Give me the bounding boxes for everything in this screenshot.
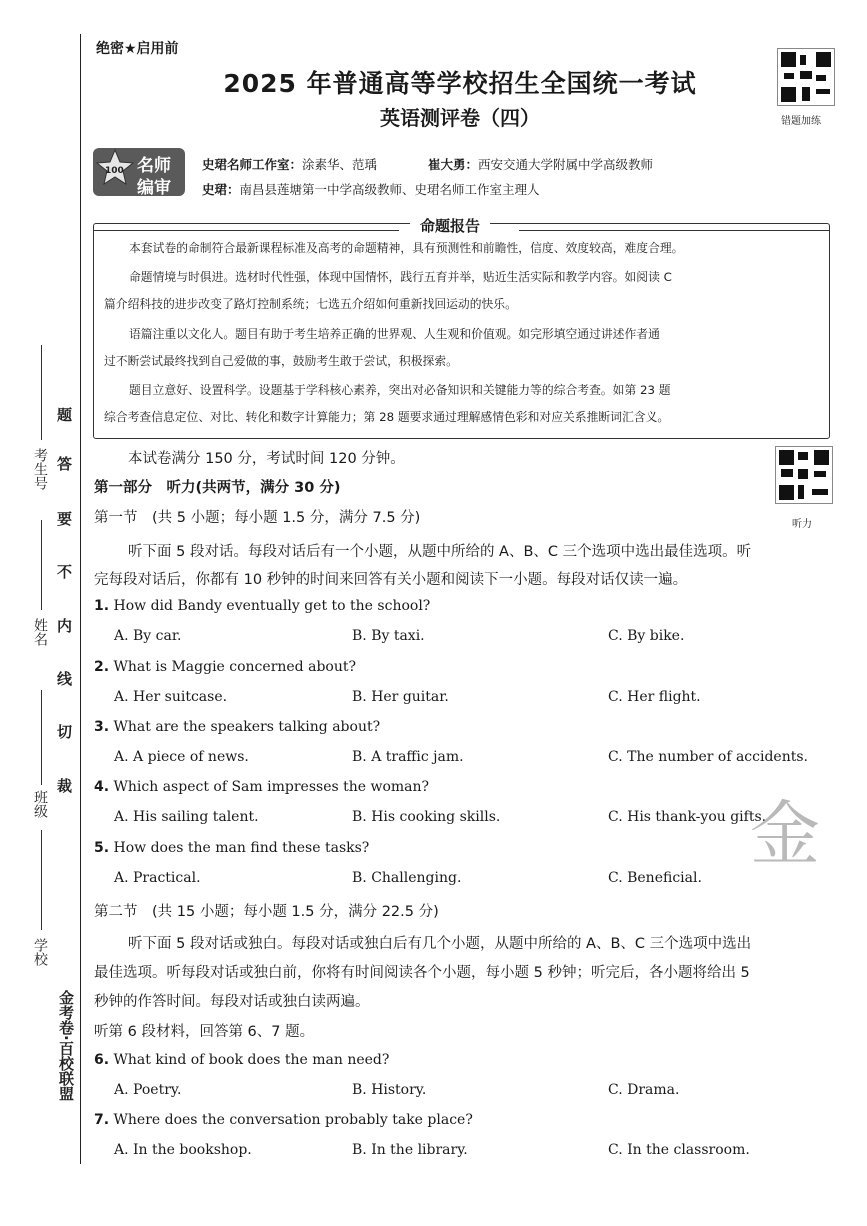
reviewer-label: 史珺： xyxy=(202,182,240,197)
option-a[interactable]: A. Practical. xyxy=(114,870,201,886)
option-b[interactable]: B. By taxi. xyxy=(352,628,425,644)
option-c[interactable]: C. In the classroom. xyxy=(608,1142,750,1158)
option-c[interactable]: C. By bike. xyxy=(608,628,685,644)
brand-label: 金考卷·百校联盟 xyxy=(57,990,75,1101)
option-b[interactable]: B. History. xyxy=(352,1082,427,1098)
report-line: 综合考查信息定位、对比、转化和数字计算能力；第 28 题要求通过理解感情色彩和对应关系推断词汇含义。 xyxy=(104,410,670,424)
option-c[interactable]: C. Her flight. xyxy=(608,689,701,705)
reviewer-value: 西安交通大学附属中学高级教师 xyxy=(478,157,654,172)
binding-line xyxy=(80,34,81,1164)
question-7: 7. Where does the conversation probably take place? xyxy=(94,1112,473,1128)
listening-qr-icon[interactable] xyxy=(775,446,833,504)
section2-instruction: 最佳选项。听每段对话或独白前，你将有时间阅读各个小题，每小题 5 秒钟；听完后，各小题将给出 5 xyxy=(94,965,750,981)
option-a[interactable]: A. A piece of news. xyxy=(114,749,249,765)
report-line: 篇介绍科技的进步改变了路灯控制系统；七选五介绍如何重新找回运动的快乐。 xyxy=(104,297,517,311)
qr-code-icon[interactable] xyxy=(777,48,835,106)
exam-no-label: 考生号 xyxy=(32,448,48,490)
option-b[interactable]: B. Challenging. xyxy=(352,870,462,886)
expert-review-badge xyxy=(93,146,185,198)
class-blank xyxy=(41,690,42,785)
reviewer-row-2 xyxy=(202,180,540,198)
name-label: 姓名 xyxy=(32,618,48,646)
cut-char: 线 xyxy=(57,670,73,688)
option-c[interactable]: C. Drama. xyxy=(608,1082,680,1098)
reviewer-row-1 xyxy=(202,155,377,173)
section1-instruction: 完每段对话后，你都有 10 秒钟的时间来回答有关小题和阅读下一小题。每段对话仅读一遍。 xyxy=(94,572,688,588)
report-line: 语篇注重以文化人。题目有助于考生培养正确的世界观、人生观和价值观。如完形填空通过讲述作者通 xyxy=(129,327,660,341)
school-label: 学校 xyxy=(32,938,48,966)
cut-char: 题 xyxy=(57,406,73,424)
reviewer-label: 崔大勇： xyxy=(428,157,479,172)
question-1: 1. How did Bandy eventually get to the school? xyxy=(94,598,431,614)
option-c[interactable]: C. His thank-you gifts. xyxy=(608,809,767,825)
question-6: 6. What kind of book does the man need? xyxy=(94,1052,390,1068)
secret-label: 绝密★启用前 xyxy=(96,41,179,57)
question-3: 3. What are the speakers talking about? xyxy=(94,719,381,735)
qr-caption: 错题加练 xyxy=(781,116,821,127)
question-2: 2. What is Maggie concerned about? xyxy=(94,659,356,675)
watermark-logo: 金 xyxy=(750,793,820,875)
cut-char: 不 xyxy=(57,563,73,581)
reviewer-value: 涂素华、范瑀 xyxy=(302,157,378,172)
badge-line2: 编审 xyxy=(137,178,171,198)
section2-instruction: 听下面 5 段对话或独白。每段对话或独白后有几个小题，从题中所给的 A、B、C 三个选项中选出 xyxy=(128,936,752,952)
report-title: 命题报告 xyxy=(410,215,490,236)
cut-char: 要 xyxy=(57,510,73,528)
reviewer-value: 南昌县莲塘第一中学高级教师、史珺名师工作室主理人 xyxy=(239,182,540,197)
name-blank xyxy=(41,520,42,610)
option-a[interactable]: A. By car. xyxy=(114,628,182,644)
option-b[interactable]: B. His cooking skills. xyxy=(352,809,501,825)
section2-heading: 第二节 (共 15 小题；每小题 1.5 分，满分 22.5 分) xyxy=(94,904,439,920)
exam-no-blank xyxy=(41,345,42,440)
exam-title: 2025 年普通高等学校招生全国统一考试 xyxy=(223,69,697,98)
report-line: 题目立意好、设置科学。设题基于学科核心素养，突出对必备知识和关键能力等的综合考查。如第 23 题 xyxy=(129,383,671,397)
listening-caption: 听力 xyxy=(792,519,812,530)
option-a[interactable]: A. His sailing talent. xyxy=(114,809,259,825)
section1-instruction: 听下面 5 段对话。每段对话后有一个小题，从题中所给的 A、B、C 三个选项中选出最佳选项。听 xyxy=(128,544,752,560)
option-a[interactable]: A. Poetry. xyxy=(114,1082,182,1098)
section2-instruction: 秒钟的作答时间。每段对话或独白读两遍。 xyxy=(94,994,370,1010)
exam-intro: 本试卷满分 150 分，考试时间 120 分钟。 xyxy=(128,451,405,467)
exam-subtitle: 英语测评卷（四） xyxy=(380,106,540,130)
option-b[interactable]: B. Her guitar. xyxy=(352,689,449,705)
cut-char: 裁 xyxy=(57,777,73,795)
badge-line1: 名师 xyxy=(137,156,171,176)
class-label: 班级 xyxy=(32,790,48,818)
option-a[interactable]: A. In the bookshop. xyxy=(114,1142,252,1158)
option-b[interactable]: B. In the library. xyxy=(352,1142,468,1158)
section1-heading: 第一节 (共 5 小题；每小题 1.5 分，满分 7.5 分) xyxy=(94,510,421,526)
badge-tag: 100 xyxy=(105,166,124,176)
question-5: 5. How does the man find these tasks? xyxy=(94,840,370,856)
cut-char: 内 xyxy=(57,617,73,635)
report-line: 命题情境与时俱进。选材时代性强，体现中国情怀，践行五育并举，贴近生活实际和教学内容。如阅读 C xyxy=(129,270,672,284)
option-c[interactable]: C. The number of accidents. xyxy=(608,749,808,765)
part1-heading: 第一部分 听力(共两节，满分 30 分) xyxy=(94,480,341,496)
reviewer-label: 史珺名师工作室： xyxy=(202,157,303,172)
option-c[interactable]: C. Beneficial. xyxy=(608,870,702,886)
question-4: 4. Which aspect of Sam impresses the woman? xyxy=(94,779,430,795)
report-line: 本套试卷的命制符合最新课程标准及高考的命题精神，具有预测性和前瞻性，信度、效度较高，难度合理。 xyxy=(129,241,684,255)
report-line: 过不断尝试最终找到自己爱做的事，鼓励考生敢于尝试，积极探索。 xyxy=(104,354,458,368)
option-a[interactable]: A. Her suitcase. xyxy=(114,689,228,705)
cut-char: 切 xyxy=(57,723,73,741)
reviewer-row-1b xyxy=(428,155,653,173)
material-6-instruction: 听第 6 段材料，回答第 6、7 题。 xyxy=(94,1024,315,1040)
option-b[interactable]: B. A traffic jam. xyxy=(352,749,464,765)
school-blank xyxy=(41,830,42,930)
cut-char: 答 xyxy=(57,455,73,473)
